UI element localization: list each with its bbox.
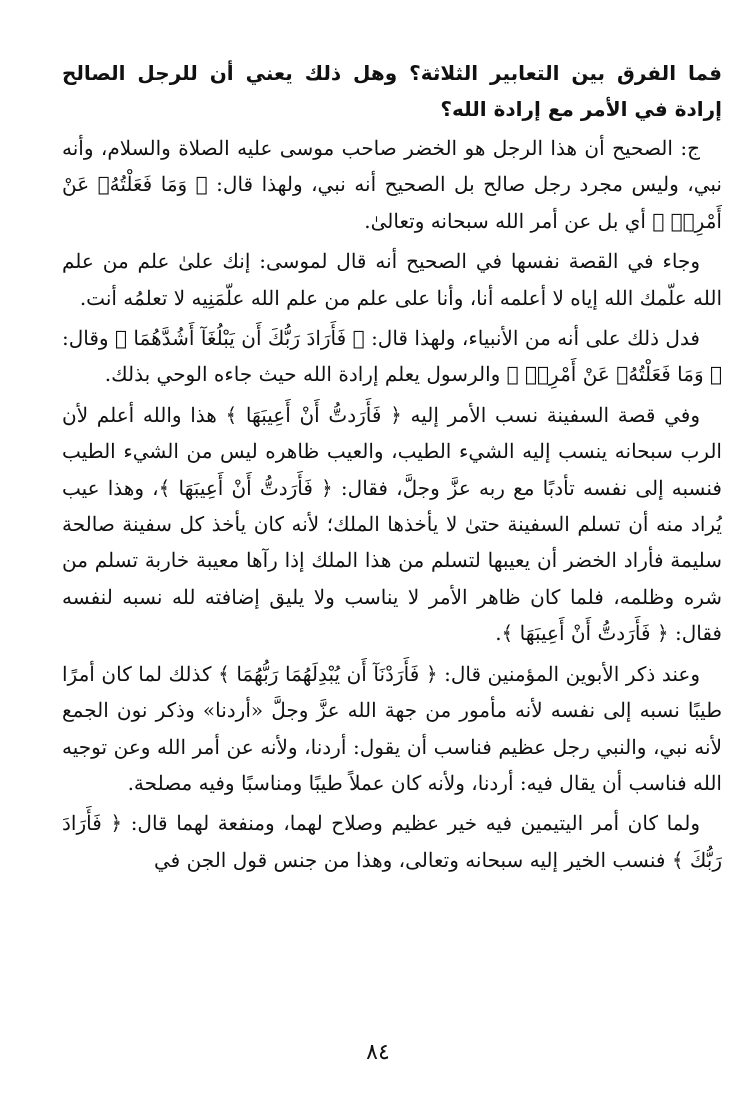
body-paragraph: وعند ذكر الأبوين المؤمنين قال: ﴿ فَأَرَدْنَآ أَن يُبْدِلَهُمَا رَبُّهُمَا ﴾ كذلك لما كان أمرًا طيبًا نسبه إلى نفسه لأنه مأمور من جهة الله عزَّ وجلَّ «أردنا» وذكر نون الجمع لأنه نبي، والنبي رجل عظيم فناسب أن يقول: أردنا، ولأنه عن أمر الله وعن توجيه الله فناسب أن يقال فيه: أردنا، ولأنه كان عملاً طيبًا ومناسبًا وفيه مصلحة. <box>62 661 722 795</box>
body-paragraph: وفي قصة السفينة نسب الأمر إليه ﴿ فَأَرَدتُّ أَنْ أَعِيبَهَا ﴾ هذا والله أعلم لأن الرب سبحانه ينسب إليه الشيء الطيب، والعيب ظاهره ليس من الشيء الطيب فنسبه إلى نفسه تأدبًا مع ربه عزَّ وجلَّ، فقال: ﴿ فَأَرَدتُّ أَنْ أَعِيبَهَا ﴾، وهذا عيب يُراد منه أن تسلم السفينة حتىٰ لا يأخذها الملك؛ لأنه كان يأخذ كل سفينة صالحة سليمة فأراد الخضر أن يعيبها لتسلم من هذا الملك إذا رآها معيبة خاربة تسلم من شره وظلمه، فلما كان ظاهر الأمر لا يناسب ولا يليق إضافته لله نسبه لنفسه فقال: ﴿ فَأَرَدتُّ أَنْ أَعِيبَهَا ﴾. <box>62 402 722 646</box>
answer-paragraph: ج: الصحيح أن هذا الرجل هو الخضر صاحب موسى عليه الصلاة والسلام، وأنه نبي، وليس مجرد رجل صالح بل الصحيح أنه نبي، ولهذا قال: ﴿ وَمَا فَعَلْتُهُۥ عَنْ أَمْرِىۚ ﴾ أي بل عن أمر الله سبحانه وتعالىٰ. <box>62 136 722 233</box>
body-paragraph: وجاء في القصة نفسها في الصحيح أنه قال لموسى: إنك علىٰ علم من علم الله علّمك الله إياه لا أعلمه أنا، وأنا على علم من علم الله علّمَنِيه لا تعلمُه أنت. <box>62 249 722 310</box>
body-paragraph: ولما كان أمر اليتيمين فيه خير عظيم وصلاح لهما، ومنفعة لهما قال: ﴿ فَأَرَادَ رَبُّكَ ﴾ فنسب الخير إليه سبحانه وتعالى، وهذا من جنس قول الجن في <box>62 811 722 872</box>
body-paragraph: فدل ذلك على أنه من الأنبياء، ولهذا قال: ﴿ فَأَرَادَ رَبُّكَ أَن يَبْلُغَآ أَشُدَّهُمَا ﴾ وقال: ﴿ وَمَا فَعَلْتُهُۥ عَنْ أَمْرِىۚ ﴾ والرسول يعلم إرادة الله حيث جاءه الوحي بذلك. <box>62 326 722 387</box>
page-body <box>62 55 722 1035</box>
question-heading: فما الفرق بين التعابير الثلاثة؟ وهل ذلك يعني أن للرجل الصالح إرادة في الأمر مع إرادة الله؟ <box>62 61 722 121</box>
page-number: ٨٤ <box>366 1040 390 1065</box>
